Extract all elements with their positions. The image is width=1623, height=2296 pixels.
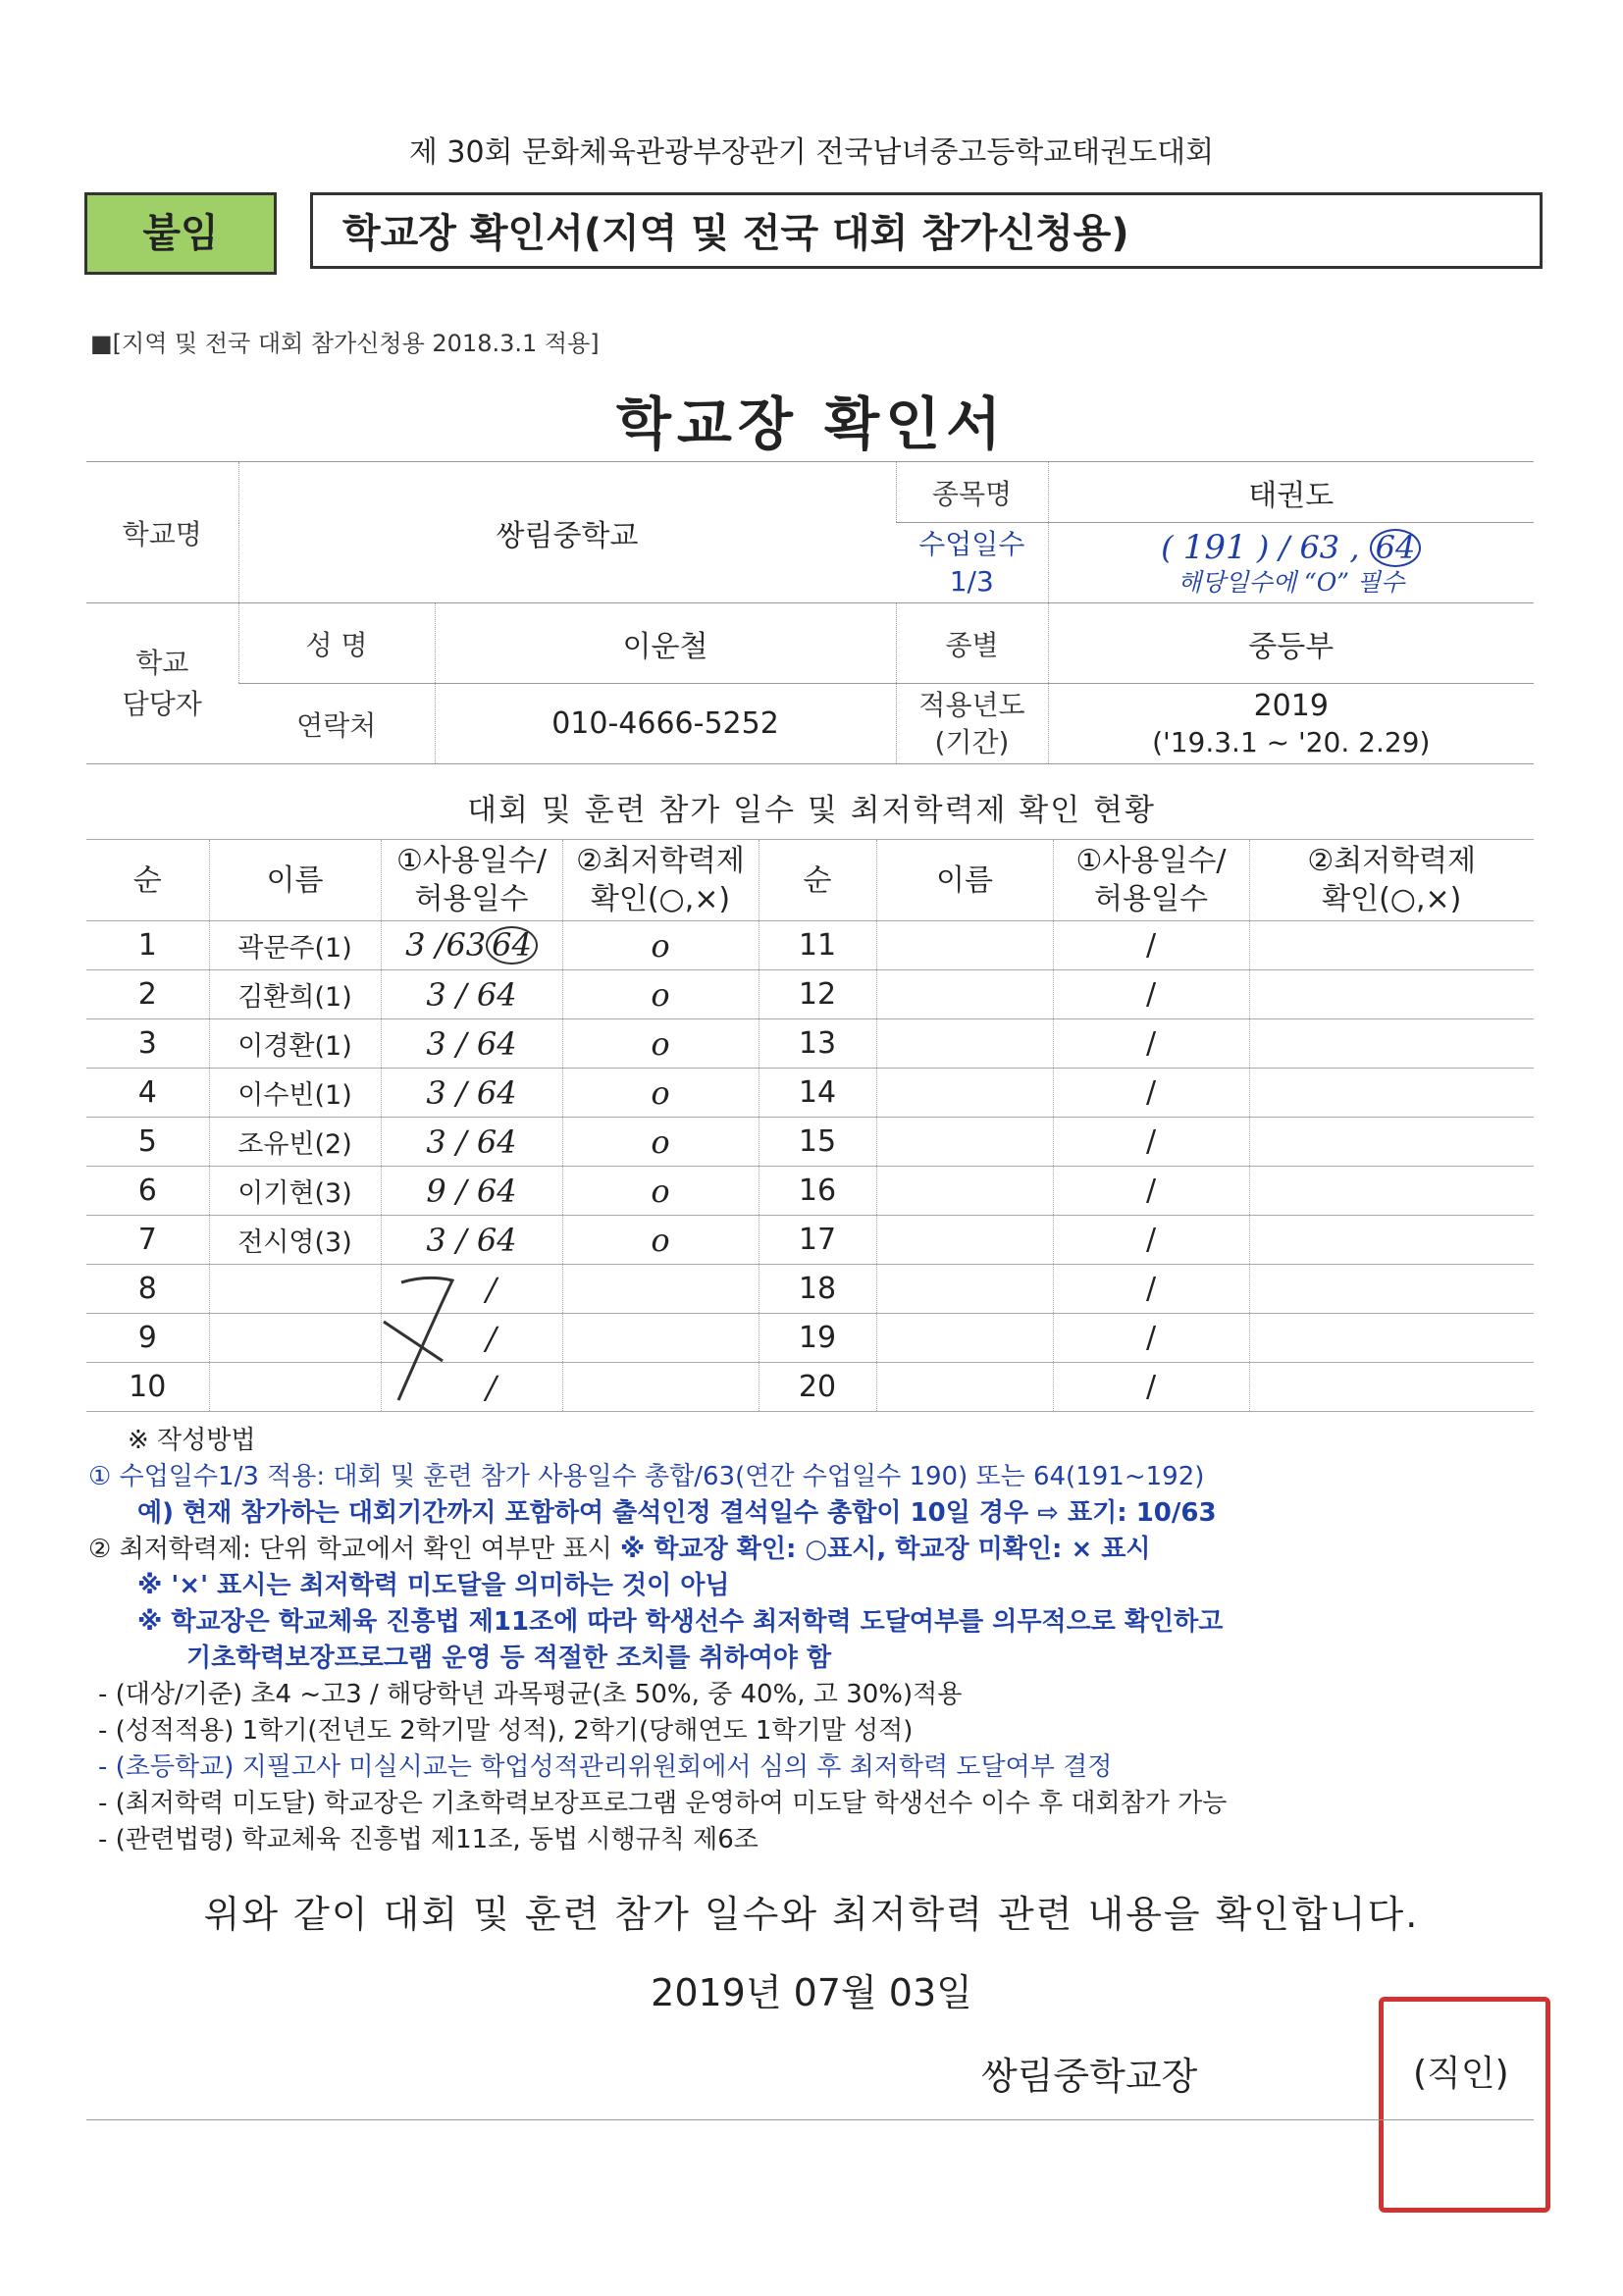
days-hint: 해당일수에 “O” 필수: [1178, 567, 1405, 597]
school-info-table: [86, 461, 1534, 764]
writing-instructions: ※ 작성방법 ① 수업일수1/3 적용: 대회 및 훈련 참가 사용일수 총합/63(연간 수업일수 190) 또는 64(191~192) 예) 현재 참가하는 대회기간까지 포함하여 출석인정 결석일수 총합이 10일 경우 ⇨ 표기: 10/63 ② 최저학력제: 단위 학교에서 확인 여부만 표시 ※ 학교장 확인: ○표시, 학교장 미확인: × 표시 ※ '×' 표시는 최저학력 미도달을 의미하는 것이 아님 ※ 학교장은 학교체육 진흥법 제11조에 따라 학생선수 최저학력 도달여부를 의무적으로 확인하고 기초학력보장프로그램 운영 등 적절한 조치를 취하여야 함 - (대상/기준) 초4 ~고3 / 해당학년 과목평균(초 50%, 중 40%, 고 30%)적용 - (성적적용) 1학기(전년도 2학기말 성적), 2학기(당해연도 1학기말 성적) - (초등학교) 지필고사 미실시교는 학업성적관리위원회에서 심의 후 최저학력 도달여부 결정 - (최저학력 미도달) 학교장은 기초학력보장프로그램 운영하여 미도달 학생선수 이수 후 대회참가 가능 - (관련법령) 학교체육 진흥법 제11조, 동법 시행규칙 제6조: [88, 1426, 1228, 1854]
class-days-label: 수업일수 1/3: [896, 523, 1048, 603]
circled-64: 64: [1370, 529, 1422, 567]
school-name: 쌍림중학교: [238, 462, 896, 603]
strike-mark: [374, 1263, 482, 1410]
table-row: 1 곽문주(1) 3 /63 64 o 11 /: [86, 921, 1534, 970]
table-row: 8 / 18 /: [86, 1265, 1534, 1314]
confirmation-statement: 위와 같이 대회 및 훈련 참가 일수와 최저학력 관련 내용을 확인합니다.: [203, 1893, 1420, 1936]
phone-value: 010-4666-5252: [435, 684, 896, 764]
sport-label: 종목명: [896, 462, 1048, 523]
table-row: 6 이기현(3) 9 / 64 o 16 /: [86, 1167, 1534, 1216]
status-title: 대회 및 훈련 참가 일수 및 최저학력제 확인 현황: [467, 793, 1156, 828]
page-title: 학교장 확인서: [615, 391, 1008, 457]
col-name: 이름: [209, 840, 381, 921]
division-value: 중등부: [1048, 603, 1534, 684]
contact-label: 학교 담당자: [86, 603, 238, 764]
attachment-tag: 붙임: [84, 192, 277, 275]
col-no: 순: [86, 840, 209, 921]
official-seal: [1379, 1997, 1550, 2213]
col-min-2: ②최저학력제 확인(○,×): [1249, 840, 1534, 921]
days-cell: 3 /63 64: [381, 921, 562, 970]
table-row: 4 이수빈(1) 3 / 64 o 14 /: [86, 1069, 1534, 1118]
class-days-value: ( 191 ) / 63 , 64 해당일수에 “O” 필수: [1048, 523, 1534, 603]
table-row: 2 김환희(1) 3 / 64 o 12 /: [86, 970, 1534, 1019]
seal-label: (직인): [1413, 2054, 1509, 2094]
empty-days-cell: /: [381, 1265, 562, 1314]
col-days: ①사용일수/ 허용일수: [381, 840, 562, 921]
event-title: 제 30회 문화체육관광부장관기 전국남녀중고등학교태권도대회: [408, 135, 1215, 170]
application-note: ■[지역 및 전국 대회 참가신청용 2018.3.1 적용]: [90, 330, 600, 357]
participation-table: [86, 839, 1534, 1412]
table-row: 9 / 19 /: [86, 1314, 1534, 1363]
circled-allowance: 64: [486, 926, 538, 965]
contact-name: 이운철: [435, 603, 896, 684]
school-label: 학교명: [86, 462, 238, 603]
col-days-2: ①사용일수/ 허용일수: [1053, 840, 1249, 921]
year-value: 2019 ('19.3.1 ~ '20. 2.29): [1048, 684, 1534, 764]
col-min: ②최저학력제 확인(○,×): [562, 840, 759, 921]
table-header: [86, 840, 1534, 921]
name-label: 성 명: [238, 603, 435, 684]
principal-signature: 쌍림중학교장: [981, 2055, 1198, 2098]
document-heading: 학교장 확인서(지역 및 전국 대회 참가신청용): [310, 192, 1543, 269]
bottom-divider: [86, 2119, 1534, 2120]
table-row: 3 이경환(1) 3 / 64 o 13 /: [86, 1019, 1534, 1069]
table-row: 10 / 20 /: [86, 1363, 1534, 1412]
year-label: 적용년도 (기간): [896, 684, 1048, 764]
col-no-2: 순: [759, 840, 876, 921]
table-row: 5 조유빈(2) 3 / 64 o 15 /: [86, 1118, 1534, 1167]
division-label: 종별: [896, 603, 1048, 684]
sport-value: 태권도: [1048, 462, 1534, 523]
table-row: 7 전시영(3) 3 / 64 o 17 /: [86, 1216, 1534, 1265]
col-name-2: 이름: [876, 840, 1053, 921]
phone-label: 연락처: [238, 684, 435, 764]
document-date: 2019년 07월 03일: [651, 1971, 972, 2014]
